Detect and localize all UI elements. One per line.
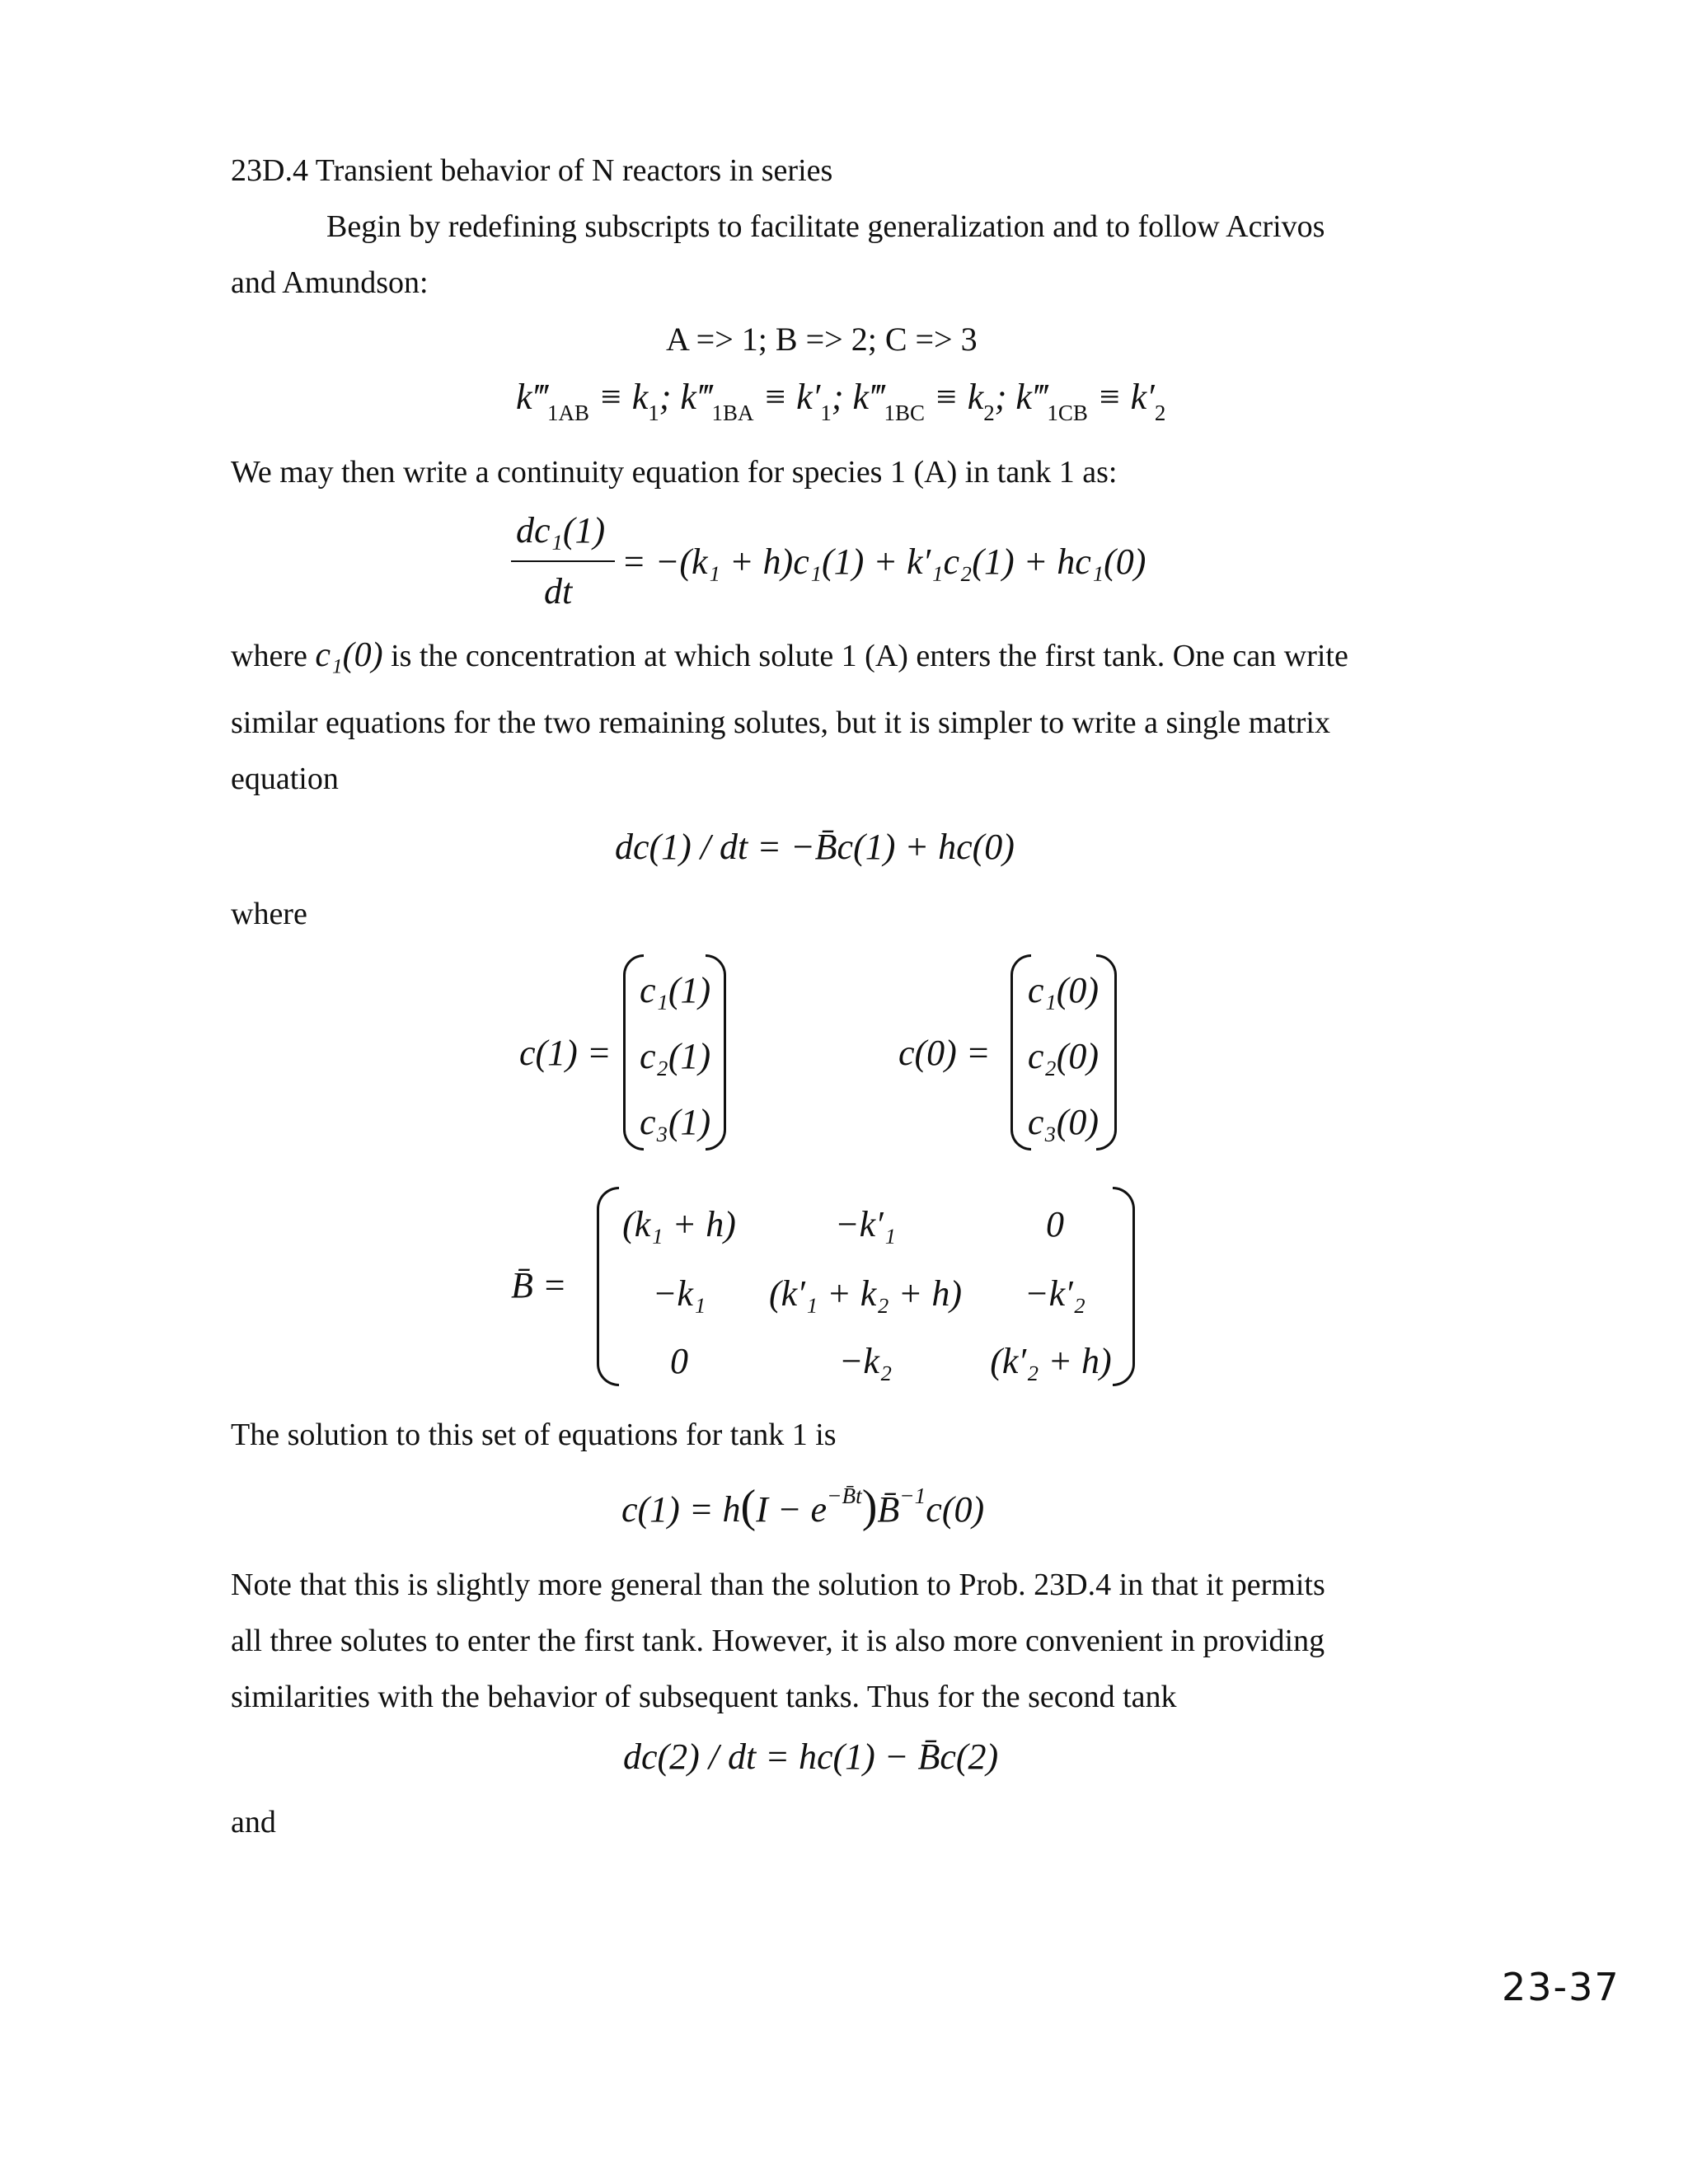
paragraph-line: and [231, 1805, 276, 1840]
paragraph-line: where c₁(0) is the concentration at which solute 1 (A) enters the first tank. One can write [231, 636, 1348, 674]
matrix-entry: −k′₁ [834, 1204, 897, 1244]
paragraph-line: We may then write a continuity equation for species 1 (A) in tank 1 as: [231, 455, 1118, 490]
subscript-mapping: A => 1; B => 2; C => 3 [666, 321, 978, 358]
matrix-entry: 0 [1046, 1204, 1064, 1244]
vector-entry: c₃(0) [1027, 1102, 1100, 1142]
paragraph-line: Begin by redefining subscripts to facilitate generalization and to follow Acrivos [326, 209, 1325, 244]
vector-c0-label: c(0) = [898, 1033, 991, 1073]
paragraph-line: similar equations for the two remaining solutes, but it is simpler to write a single matrix [231, 705, 1330, 740]
matrix-entry: −k₁ [652, 1273, 706, 1314]
vector-entry: c₃(1) [640, 1102, 711, 1142]
paragraph-line: Note that this is slightly more general than the solution to Prob. 23D.4 in that it permits [231, 1568, 1325, 1602]
vector-entry: c₁(0) [1027, 970, 1100, 1010]
paragraph-line: where [231, 897, 307, 931]
paragraph-line: equation [231, 762, 339, 796]
page-number: 23-37 [1502, 1965, 1620, 2009]
vector-entry: c₁(1) [640, 970, 711, 1010]
vector-c1-label: c(1) = [519, 1033, 612, 1073]
paragraph-line: similarities with the behavior of subsequent tanks. Thus for the second tank [231, 1680, 1177, 1714]
matrix-entry: −k′₂ [1024, 1273, 1086, 1314]
paragraph-line: and Amundson: [231, 265, 429, 300]
matrix-entry: (k₁ + h) [622, 1204, 736, 1244]
vector-entry: c₂(0) [1027, 1036, 1100, 1076]
continuity-numerator: dc₁(1) [516, 510, 606, 551]
tank2-equation: dc(2) / dt = hc(1) − B̄c(2) [623, 1736, 999, 1777]
vector-entry: c₂(1) [640, 1036, 711, 1076]
matrix-entry: 0 [670, 1341, 688, 1381]
section-heading: 23D.4 Transient behavior of N reactors in series [231, 153, 833, 188]
rate-constant-definitions: $k‴_{1AB} \equiv k_1$; $k‴_{1BA} \equiv k'_1$; $k‴_{1BC} \equiv k_2$; $k‴_{1CB} \equiv k'_2$ [516, 377, 1166, 425]
matrix-B-label: B̄ = [511, 1265, 567, 1305]
matrix-equation: dc(1) / dt = −B̄c(1) + hc(0) [615, 827, 1015, 867]
matrix-entry: (k′₁ + k₂ + h) [769, 1273, 962, 1314]
fraction-bar [511, 560, 615, 562]
paragraph-line: all three solutes to enter the first tank. However, it is also more convenient in providing [231, 1624, 1325, 1658]
continuity-rhs: = −(k₁ + h)c₁(1) + k′₁c₂(1) + hc₁(0) [621, 541, 1146, 582]
matrix-entry: −k₂ [838, 1341, 893, 1381]
solution-equation: $c(1) = h(I - e^{-B̄t})B̄^{-1}c(0)$ [621, 1481, 985, 1532]
paragraph-line: The solution to this set of equations for tank 1 is [231, 1418, 837, 1452]
continuity-denominator: dt [544, 571, 573, 612]
matrix-entry: (k′₂ + h) [990, 1341, 1112, 1381]
